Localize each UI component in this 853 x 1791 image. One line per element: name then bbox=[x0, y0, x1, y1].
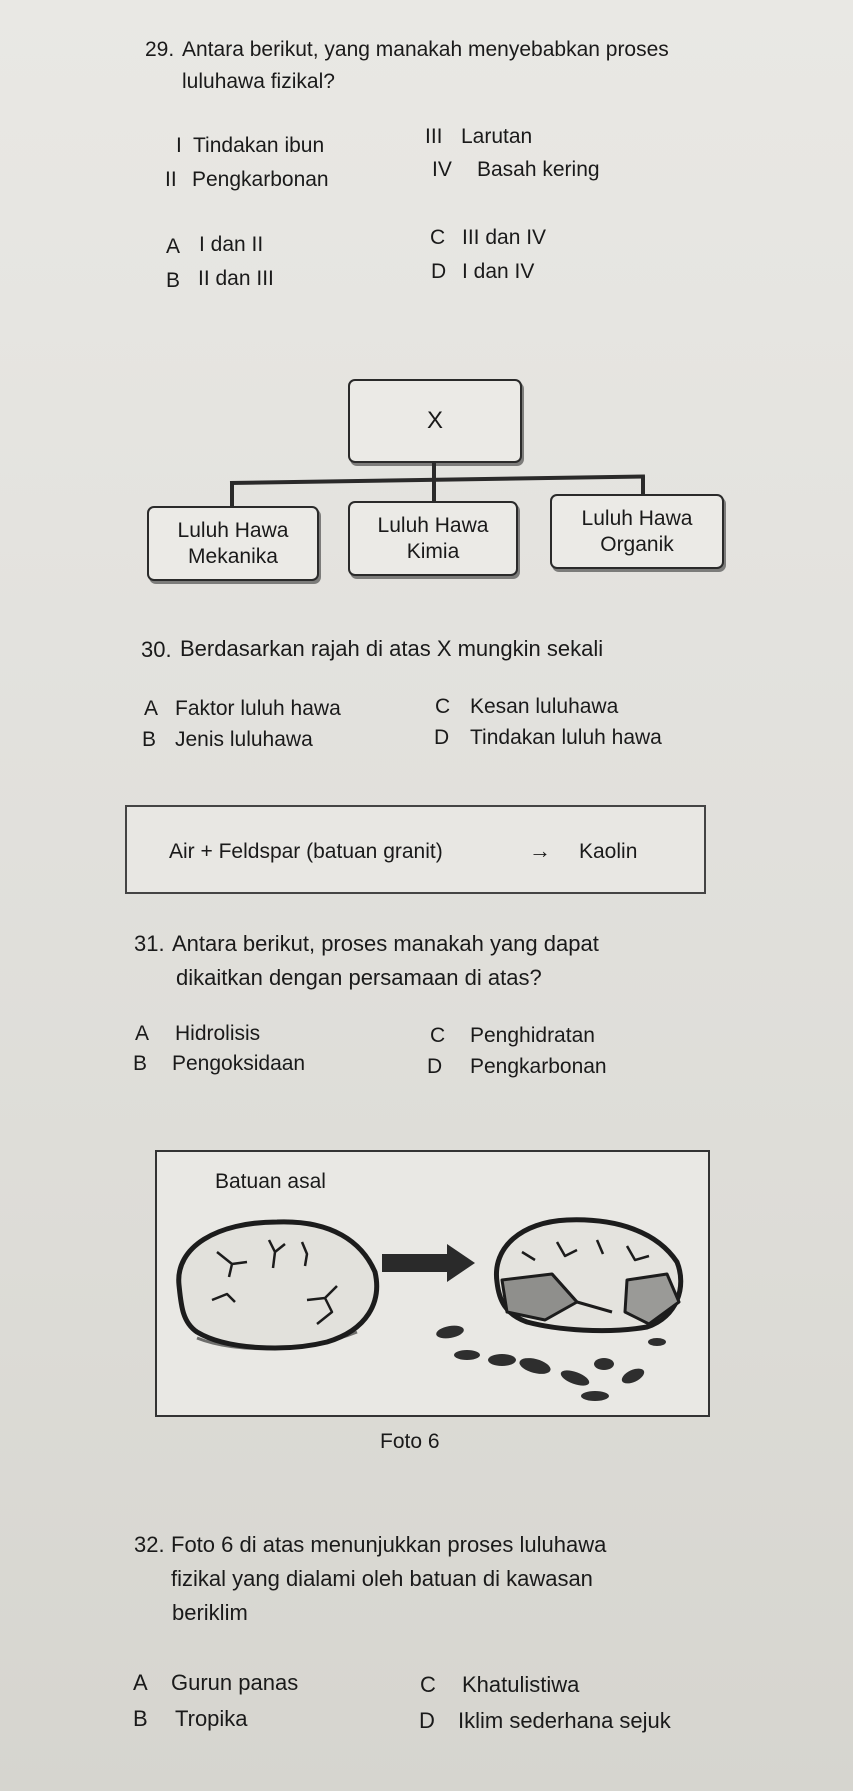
q32-option-c-text: Khatulistiwa bbox=[462, 1672, 580, 1697]
q31-option-b-letter: B bbox=[133, 1052, 148, 1075]
question-31-stem-line1: Antara berikut, proses manakah yang dapat bbox=[172, 931, 599, 956]
q29-item-4-text: Basah kering bbox=[477, 158, 600, 181]
question-31-number: 31. bbox=[134, 931, 165, 956]
diagram-child-box-2 bbox=[348, 501, 518, 576]
diagram-child-box-1 bbox=[147, 506, 319, 581]
q31-option-d-text: Pengkarbonan bbox=[470, 1055, 607, 1078]
q30-option-a-letter: A bbox=[144, 697, 159, 720]
q29-item-3-text: Larutan bbox=[461, 125, 533, 148]
photo-label: Batuan asal bbox=[215, 1170, 326, 1193]
q31-option-a-letter: A bbox=[135, 1022, 150, 1045]
q31-option-c-letter: C bbox=[430, 1024, 446, 1047]
question-32-number: 32. bbox=[134, 1532, 165, 1557]
diagram-top-box bbox=[348, 379, 522, 463]
q29-item-1-roman: I bbox=[176, 134, 182, 157]
q30-option-c-text: Kesan luluhawa bbox=[470, 695, 619, 718]
diagram-middle-branch bbox=[432, 481, 436, 503]
equation-left: Air + Feldspar (batuan granit) bbox=[169, 840, 443, 863]
q32-option-a-letter: A bbox=[133, 1670, 148, 1695]
q29-option-a-letter: A bbox=[166, 235, 181, 258]
question-29-stem-line1: Antara berikut, yang manakah menyebabkan proses bbox=[182, 38, 669, 61]
q29-option-d-letter: D bbox=[431, 260, 447, 283]
q31-option-a-text: Hidrolisis bbox=[175, 1022, 261, 1045]
q29-option-a-text: I dan II bbox=[199, 233, 264, 256]
q29-item-1-text: Tindakan ibun bbox=[193, 134, 325, 157]
diagram-child-2-line1: Luluh Hawa bbox=[377, 514, 489, 537]
equation-right: Kaolin bbox=[579, 840, 638, 863]
q29-option-b-letter: B bbox=[166, 269, 181, 292]
diagram-child-1-line2: Mekanika bbox=[188, 545, 278, 568]
diagram-child-box-3 bbox=[550, 494, 724, 569]
q31-option-c-text: Penghidratan bbox=[470, 1024, 595, 1047]
q31-option-d-letter: D bbox=[427, 1055, 443, 1078]
question-30-number: 30. bbox=[141, 637, 172, 662]
q30-option-c-letter: C bbox=[435, 695, 451, 718]
q29-option-b-text: II dan III bbox=[198, 267, 274, 290]
diagram-child-3-line1: Luluh Hawa bbox=[581, 507, 693, 530]
photo-6-frame bbox=[155, 1150, 710, 1417]
q30-option-a-text: Faktor luluh hawa bbox=[175, 697, 341, 720]
q31-option-b-text: Pengoksidaan bbox=[172, 1052, 306, 1075]
q32-option-d-letter: D bbox=[419, 1708, 435, 1733]
q32-option-a-text: Gurun panas bbox=[171, 1670, 299, 1695]
q29-item-2-roman: II bbox=[165, 168, 177, 191]
rock-fragments bbox=[435, 1324, 666, 1401]
diagram-horizontal-line bbox=[230, 474, 645, 485]
question-31-stem-line2: dikaitkan dengan persamaan di atas? bbox=[176, 965, 542, 990]
equation-arrow: → bbox=[529, 838, 551, 863]
diagram-child-3-line2: Organik bbox=[600, 533, 674, 556]
diagram-right-branch bbox=[641, 476, 645, 496]
q29-item-2-text: Pengkarbonan bbox=[192, 168, 329, 191]
question-30-stem: Berdasarkan rajah di atas X mungkin sekali bbox=[180, 636, 604, 661]
equation-box bbox=[125, 805, 706, 894]
q32-option-b-letter: B bbox=[133, 1706, 148, 1731]
q30-option-b-text: Jenis luluhawa bbox=[175, 728, 313, 751]
photo-caption: Foto 6 bbox=[380, 1430, 440, 1453]
diagram-top-label: X bbox=[426, 407, 443, 434]
question-32-stem-line3: beriklim bbox=[172, 1600, 248, 1625]
q32-option-c-letter: C bbox=[420, 1672, 436, 1697]
diagram-left-branch bbox=[230, 484, 234, 508]
question-29-stem-line2: luluhawa fizikal? bbox=[182, 70, 335, 93]
q29-item-3-roman: III bbox=[425, 125, 443, 148]
q30-option-d-letter: D bbox=[434, 726, 450, 749]
q30-option-b-letter: B bbox=[142, 728, 157, 751]
question-32-stem-line2: fizikal yang dialami oleh batuan di kawasan bbox=[171, 1566, 593, 1591]
rock-weathering-illustration bbox=[157, 1152, 708, 1415]
question-32-stem-line1: Foto 6 di atas menunjukkan proses luluhawa bbox=[171, 1532, 607, 1557]
diagram-child-1-line1: Luluh Hawa bbox=[177, 519, 289, 542]
weathered-rock-drawing bbox=[496, 1220, 680, 1331]
q30-option-d-text: Tindakan luluh hawa bbox=[470, 726, 662, 749]
original-rock-drawing bbox=[179, 1222, 377, 1349]
q29-option-c-letter: C bbox=[430, 226, 446, 249]
question-29-number: 29. bbox=[145, 38, 175, 61]
q29-option-c-text: III dan IV bbox=[462, 226, 547, 249]
q32-option-d-text: Iklim sederhana sejuk bbox=[458, 1708, 671, 1733]
q29-item-4-roman: IV bbox=[432, 158, 452, 181]
q32-option-b-text: Tropika bbox=[175, 1706, 248, 1731]
q29-option-d-text: I dan IV bbox=[462, 260, 535, 283]
diagram-child-2-line2: Kimia bbox=[406, 540, 460, 563]
process-arrow bbox=[382, 1244, 475, 1282]
